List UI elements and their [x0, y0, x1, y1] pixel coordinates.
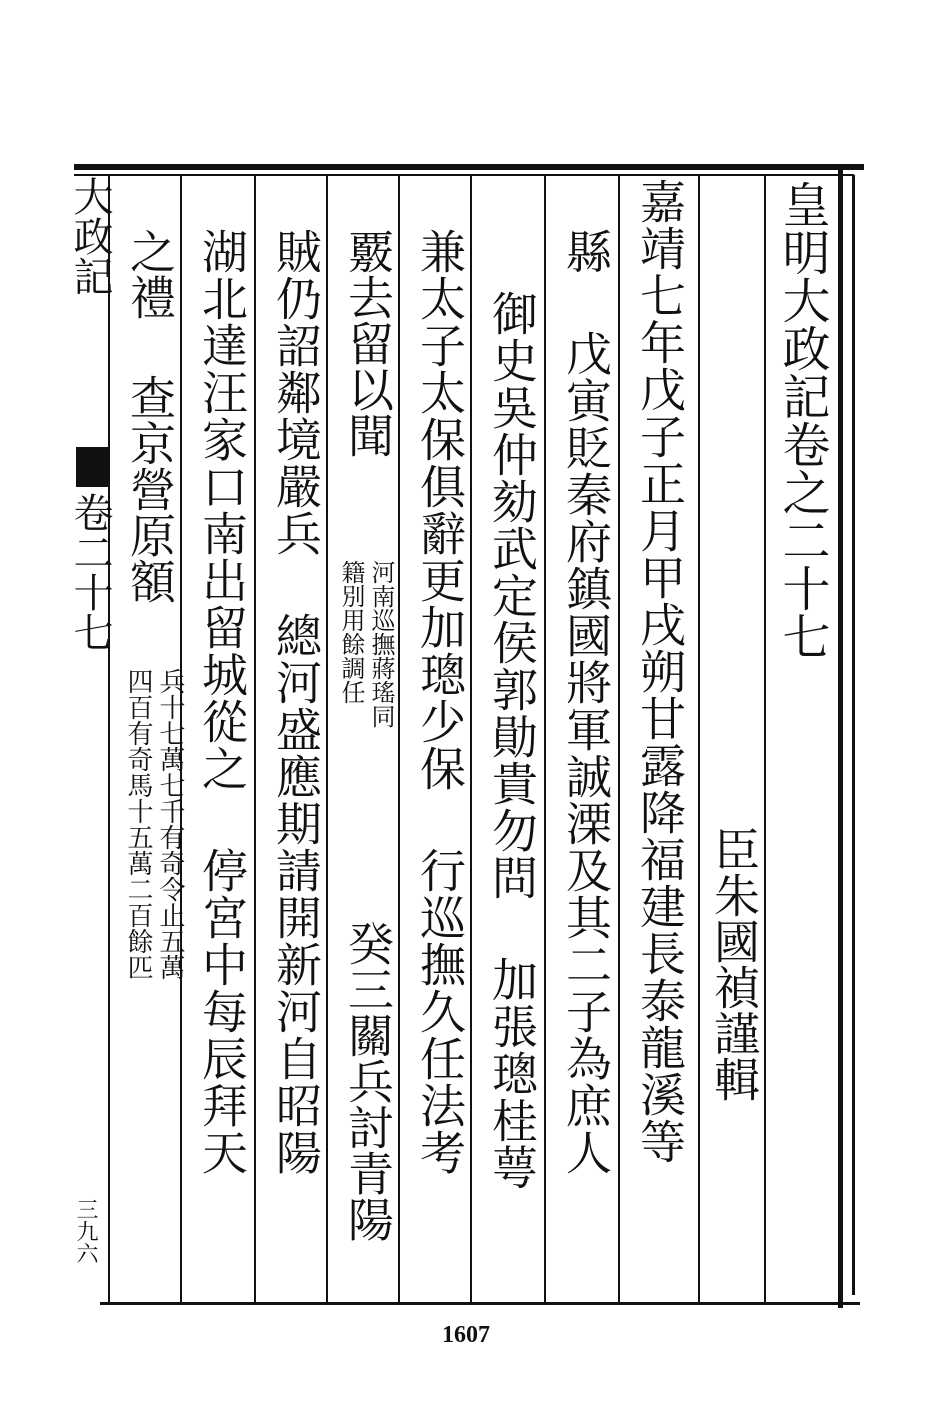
column-text: 縣 戊寅貶秦府鎮國將軍誠溧及其二子為庶人 [559, 228, 613, 1176]
edge-label-title: 大政記 [67, 176, 113, 296]
text-column-2 [556, 228, 616, 1176]
edge-folio-number: 三九六 [73, 1198, 98, 1264]
compiler-credit: 臣朱國禎謹輯 [707, 826, 761, 1102]
column-text: 御史吳仲劾武定侯郭勛貴勿問 加張璁桂萼 [485, 290, 539, 1191]
column-divider [470, 176, 472, 1302]
top-border-line [74, 164, 864, 170]
text-column-5-head: 覈去留以聞 [341, 228, 395, 458]
column-divider [618, 176, 620, 1302]
text-column-1 [630, 178, 690, 1165]
text-column-8-head: 之禮 查京營原額 [123, 228, 177, 604]
column-text: 嘉靖七年戊子正月甲戌朔甘露降福建長泰龍溪等 [633, 178, 687, 1165]
text-column-3 [482, 290, 542, 1191]
fishtail-mark [76, 447, 109, 487]
text-column-7 [192, 228, 252, 1176]
interlinear-note: 河南巡撫蔣瑤同 [367, 560, 395, 728]
text-column-5-tail: 癸三關兵討青陽 [341, 920, 395, 1242]
column-divider [326, 176, 328, 1302]
volume-title: 皇明大政記卷之二十七 [774, 180, 830, 660]
column-divider [698, 176, 700, 1302]
column-text: 賊仍詔鄰境嚴兵 總河盛應期請開新河自昭陽 [269, 228, 323, 1176]
column-divider [108, 176, 110, 1302]
column-divider [254, 176, 256, 1302]
edge-label-volume: 卷二十七 [67, 492, 113, 652]
interlinear-note: 籍別用餘調任 [337, 560, 365, 704]
column-text: 兼太子太保俱辭更加璁少保 行巡撫久任法考 [413, 228, 467, 1176]
text-column-6 [266, 228, 326, 1176]
text-column-4 [410, 228, 470, 1176]
column-divider [398, 176, 400, 1302]
interlinear-note: 四百有奇馬十五萬二百餘匹 [123, 668, 153, 980]
top-border-inner-line [74, 174, 854, 176]
interlinear-note: 兵十七萬七千有奇令止五萬 [155, 668, 185, 980]
page-number: 1607 [442, 1322, 490, 1348]
right-border-outer-line [852, 175, 855, 1295]
column-divider [544, 176, 546, 1302]
right-border-line [838, 168, 843, 1308]
column-divider [764, 176, 766, 1302]
bottom-border-line [100, 1302, 860, 1305]
column-text: 湖北達汪家口南出留城從之 停宮中每辰拜天 [195, 228, 249, 1176]
